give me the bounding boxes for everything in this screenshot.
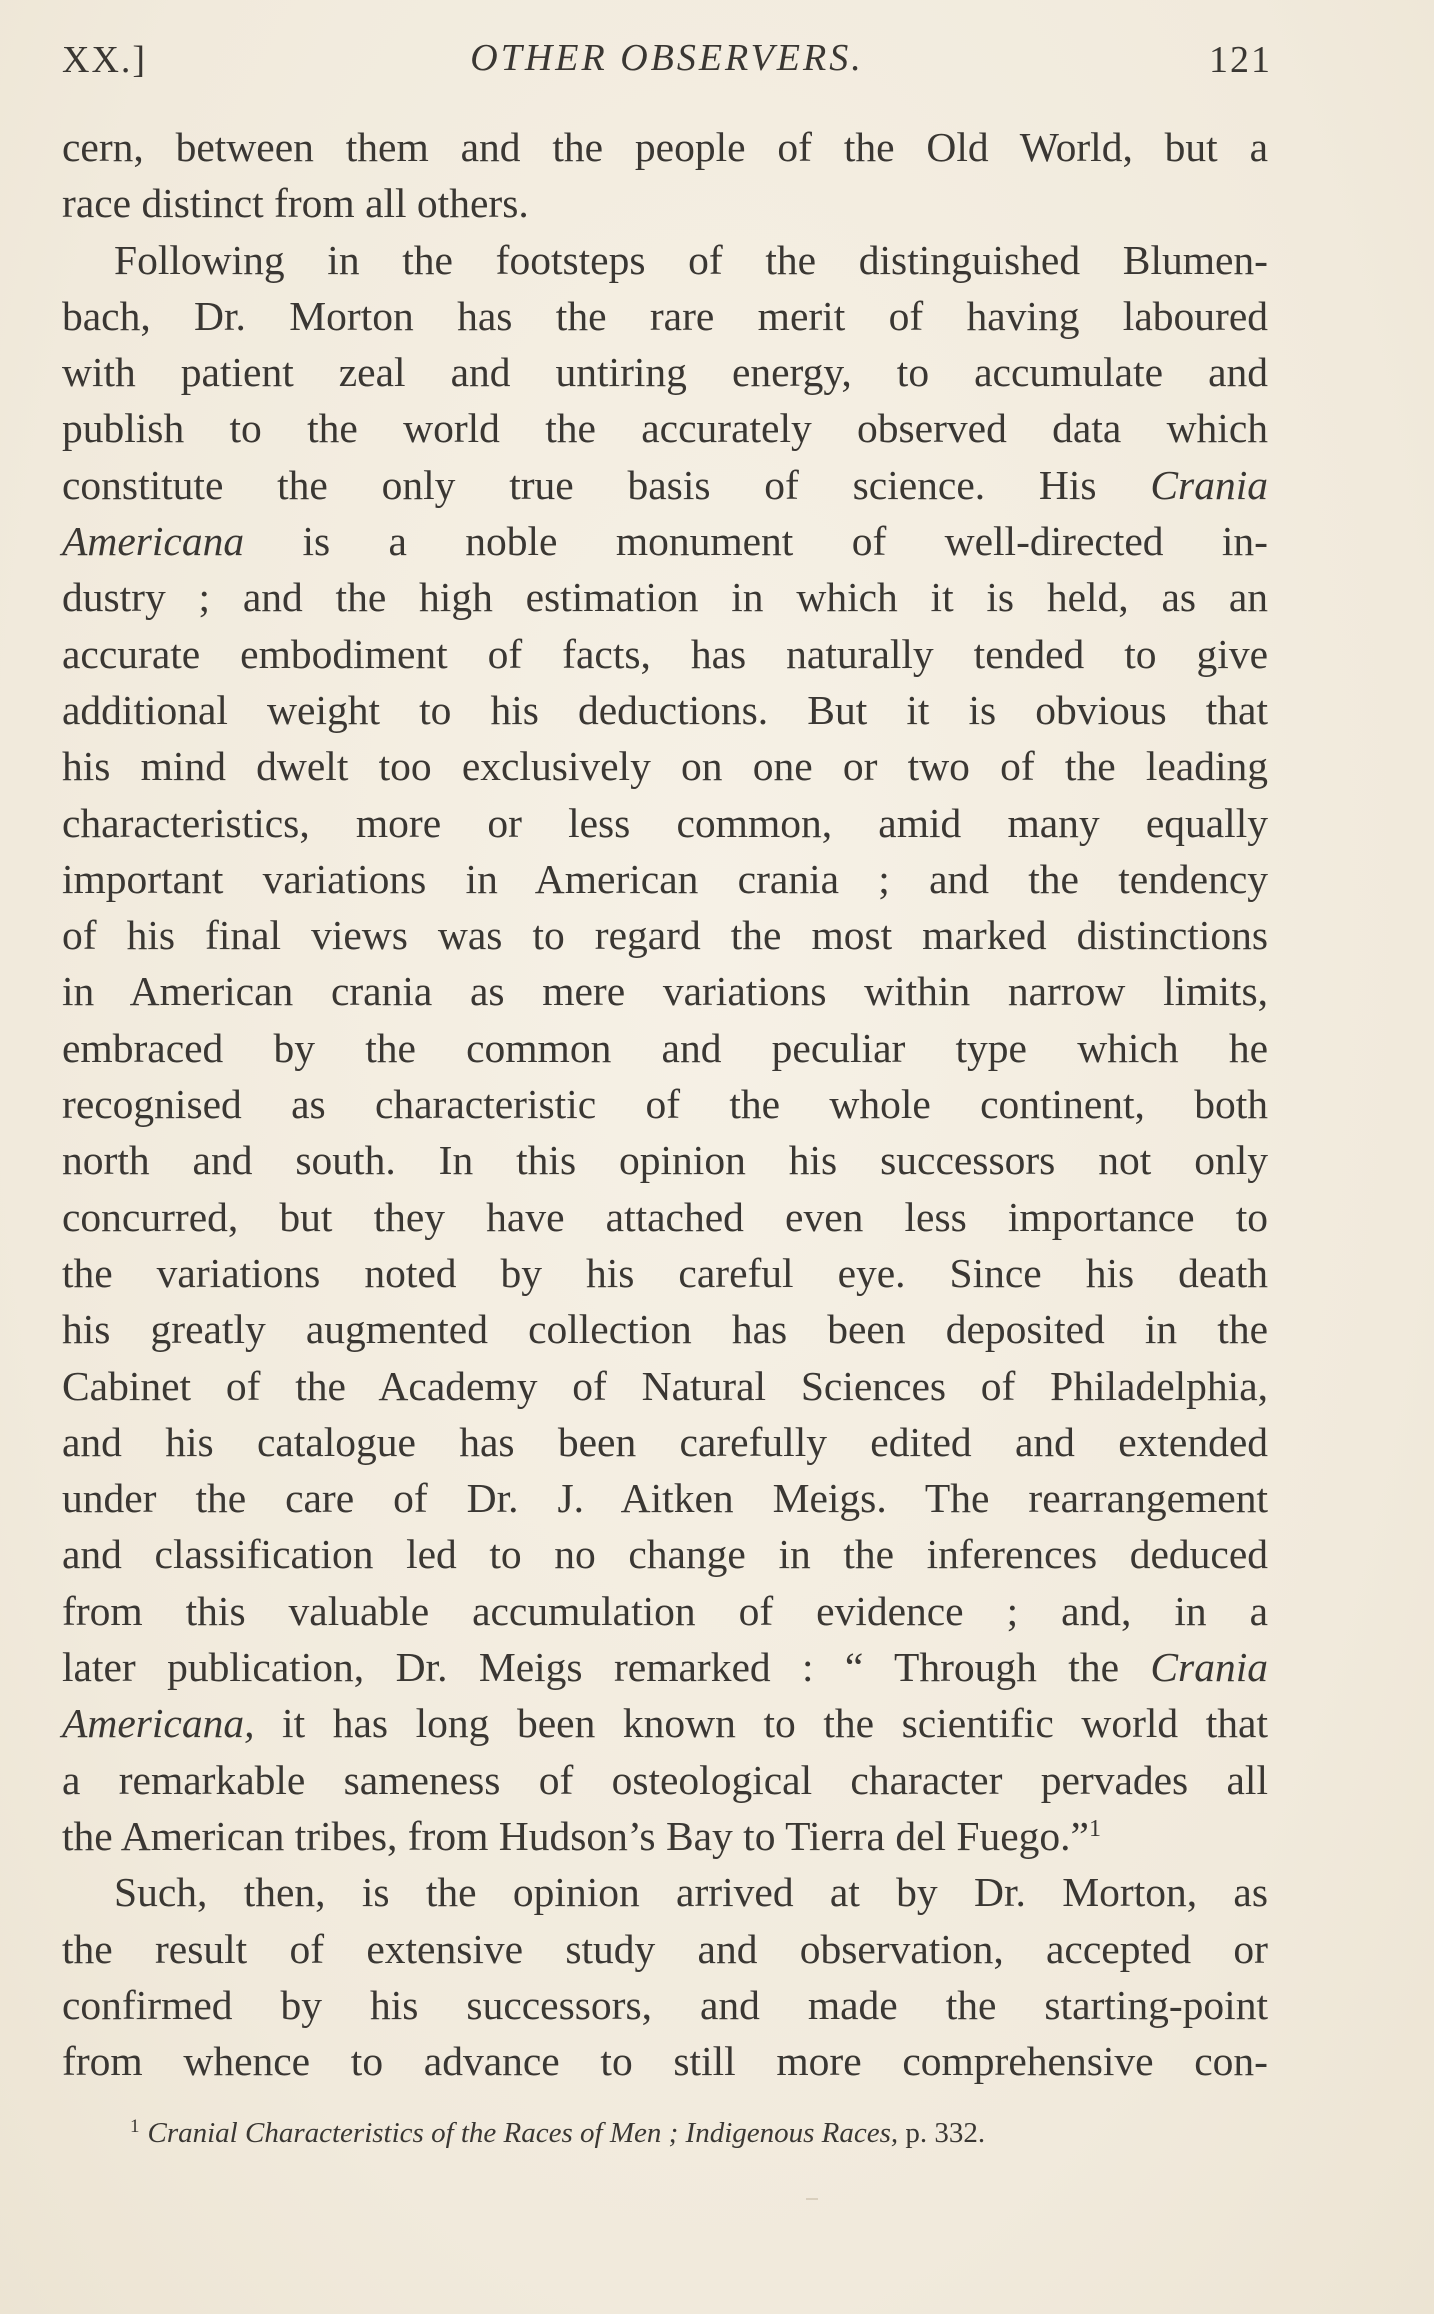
line-text: recognised as characteristic of the whole continent, both — [62, 1081, 1268, 1128]
text-line — [62, 344, 1268, 400]
line-text: bach, Dr. Morton has the rare merit of having laboured — [62, 292, 1268, 339]
text-line — [62, 1132, 1268, 1188]
text-line — [62, 682, 1268, 738]
line-text: his mind dwelt too exclusively on one or two of the leading — [62, 743, 1268, 790]
text-line — [62, 232, 1268, 288]
line-text: later publication, Dr. Meigs remarked : “ Through the — [62, 1644, 1151, 1691]
text-line — [62, 1639, 1268, 1695]
text-line — [62, 1977, 1268, 2033]
line-text: north and south. In this opinion his successors not only — [62, 1137, 1268, 1184]
line-text: it has long been known to the scientific world that — [254, 1700, 1268, 1747]
line-text: additional weight to his deductions. But it is obvious that — [62, 686, 1268, 733]
text-line — [62, 1752, 1268, 1808]
body-text — [62, 119, 1268, 2089]
line-text: and classification led to no change in the inferences deduced — [62, 1531, 1268, 1578]
italic-title: Americana, — [62, 1700, 255, 1747]
line-text: Cabinet of the Academy of Natural Sciences of Philadelphia, — [62, 1362, 1268, 1409]
text-line — [62, 1921, 1268, 1977]
line-text: the result of extensive study and observation, accepted or — [62, 1925, 1268, 1972]
line-text: accurate embodiment of facts, has naturally tended to give — [62, 630, 1268, 677]
text-line — [62, 907, 1268, 963]
line-text: Following in the footsteps of the distinguished Blumen- — [114, 236, 1268, 283]
footnote-reference: 1 — [1088, 1815, 1101, 1842]
line-text: characteristics, more or less common, amid many equally — [62, 799, 1268, 846]
text-line — [62, 1076, 1268, 1132]
footnote — [130, 2116, 1230, 2150]
text-line — [62, 1470, 1268, 1526]
italic-title: Crania — [1150, 1644, 1268, 1691]
line-text: publish to the world the accurately observed data which — [62, 405, 1268, 452]
line-text: his greatly augmented collection has been deposited in the — [62, 1306, 1268, 1353]
running-title: OTHER OBSERVERS. — [470, 37, 864, 79]
line-text: and his catalogue has been carefully edited and extended — [62, 1418, 1268, 1465]
line-text: embraced by the common and peculiar type which he — [62, 1024, 1268, 1071]
footnote-title: Cranial Characteristics of the Races of Men ; Indigenous Races, — [147, 2117, 899, 2149]
text-line — [62, 1583, 1268, 1639]
text-line — [62, 288, 1268, 344]
text-line — [62, 1695, 1268, 1751]
line-text: cern, between them and the people of the Old World, but a — [62, 124, 1268, 170]
line-text: important variations in American crania ; and the tendency — [62, 855, 1268, 902]
line-text: of his final views was to regard the most marked distinctions — [62, 912, 1268, 959]
line-text: the variations noted by his careful eye. Since his death — [62, 1249, 1268, 1296]
page-number: 121 — [1209, 39, 1272, 81]
line-text: Such, then, is the opinion arrived at by Dr. Morton, as — [114, 1869, 1268, 1916]
paper-speck — [806, 2198, 818, 2200]
line-text: is a noble monument of well-directed in- — [244, 518, 1268, 565]
text-line — [62, 457, 1268, 513]
text-line — [62, 1301, 1268, 1357]
text-line — [62, 963, 1268, 1019]
text-line — [62, 795, 1268, 851]
text-line — [62, 569, 1268, 625]
text-line — [62, 1526, 1268, 1582]
text-line — [62, 626, 1268, 682]
text-line — [62, 1358, 1268, 1414]
text-line — [62, 851, 1268, 907]
text-line — [62, 1020, 1268, 1076]
line-text: concurred, but they have attached even less importance to — [62, 1193, 1268, 1240]
line-text: the American tribes, from Hudson’s Bay to Tierra del Fuego.” — [62, 1812, 1089, 1859]
text-line — [62, 175, 1268, 231]
line-text: confirmed by his successors, and made the starting-point — [62, 1981, 1268, 2028]
line-text: from whence to advance to still more comprehensive con- — [62, 2038, 1268, 2085]
footnote-page-ref: p. 332. — [898, 2117, 986, 2149]
italic-title: Crania — [1150, 461, 1268, 508]
text-line — [62, 1864, 1268, 1920]
running-header — [62, 30, 1272, 90]
line-text: under the care of Dr. J. Aitken Meigs. The rearrangement — [62, 1475, 1268, 1522]
text-line — [62, 513, 1268, 569]
line-text: in American crania as mere variations within narrow limits, — [62, 968, 1268, 1015]
text-line — [62, 738, 1268, 794]
line-text: with patient zeal and untiring energy, to accumulate and — [62, 349, 1268, 396]
line-text: constitute the only true basis of science. His — [62, 461, 1151, 508]
footnote-marker: 1 — [130, 2116, 140, 2137]
text-line — [62, 1414, 1268, 1470]
section-marker: XX.] — [62, 39, 148, 81]
text-line — [62, 1189, 1268, 1245]
text-line — [62, 2033, 1268, 2089]
text-line — [62, 119, 1268, 175]
text-line — [62, 400, 1268, 456]
line-text: race distinct from all others. — [62, 180, 529, 227]
text-line — [62, 1245, 1268, 1301]
text-line — [62, 1808, 1268, 1864]
line-text: a remarkable sameness of osteological character pervades all — [62, 1756, 1268, 1803]
line-text: from this valuable accumulation of evidence ; and, in a — [62, 1587, 1268, 1634]
line-text: dustry ; and the high estimation in which it is held, as an — [62, 574, 1268, 621]
italic-title: Americana — [62, 518, 245, 565]
